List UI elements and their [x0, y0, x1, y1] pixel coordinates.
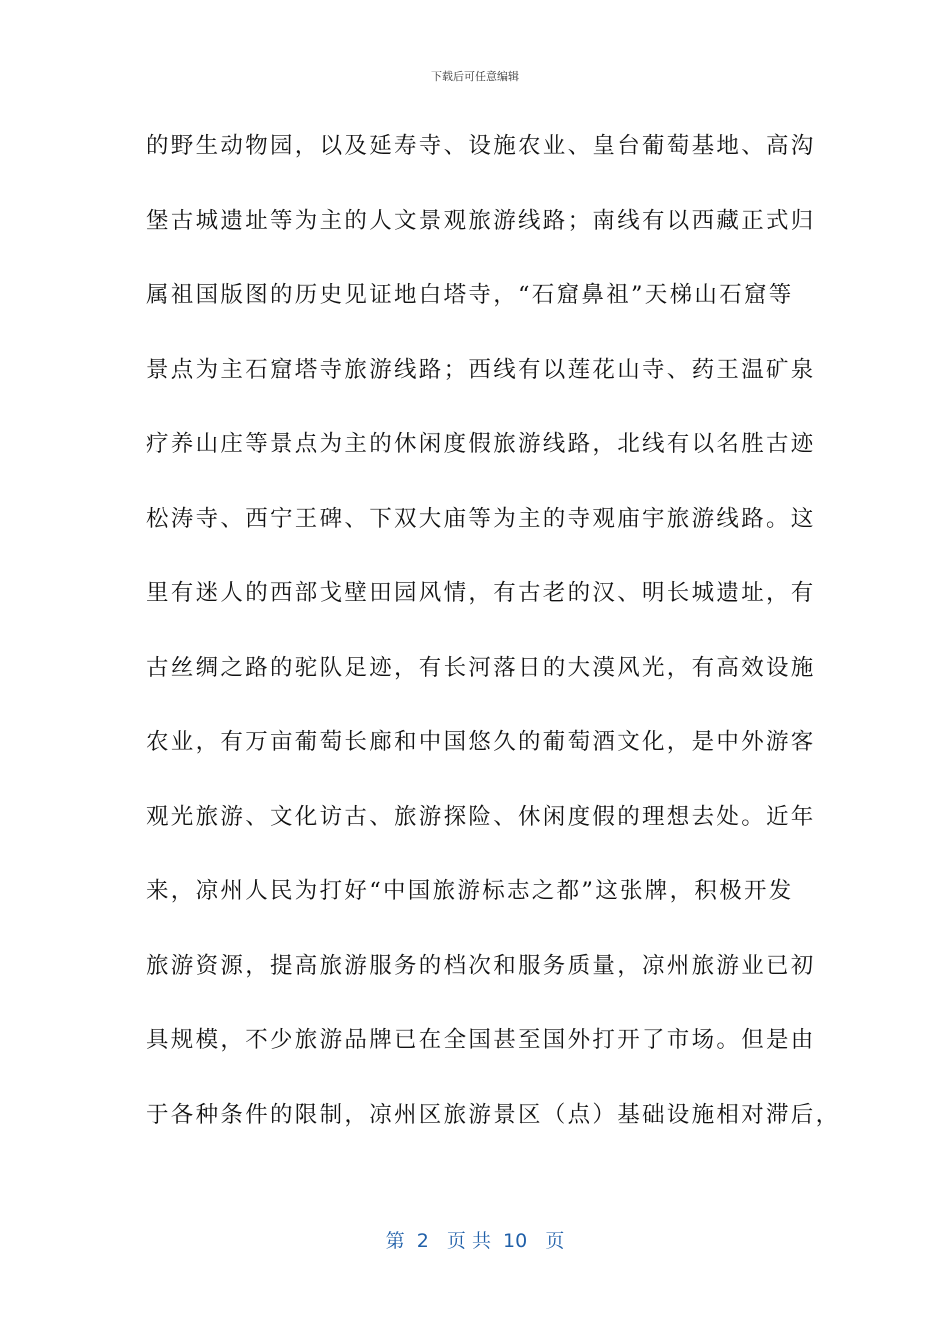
- text-line: 农业，有万亩葡萄长廊和中国悠久的葡萄酒文化，是中外游客: [146, 729, 816, 755]
- text-line: 景点为主石窟塔寺旅游线路；西线有以莲花山寺、药王温矿泉: [146, 356, 816, 383]
- text-line: 里有迷人的西部戈壁田园风情，有古老的汉、明长城遗址，有: [146, 580, 816, 606]
- text-line: 古丝绸之路的驼队足迹，有长河落日的大漠风光，有高效设施: [146, 654, 816, 681]
- page-footer: 第 2 页 共 10 页: [385, 1230, 565, 1252]
- text-line: 具规模，不少旅游品牌已在全国甚至国外打开了市场。但是由: [146, 1027, 816, 1053]
- text-line: 的野生动物园，以及延寿寺、设施农业、皇台葡萄基地、高沟: [146, 133, 816, 159]
- text-line: 观光旅游、文化访古、旅游探险、休闲度假的理想去处。近年: [146, 803, 816, 830]
- text-line: 来，凉州人民为打好“中国旅游标志之都”这张牌，积极开发: [146, 878, 794, 904]
- text-line: 疗养山庄等景点为主的休闲度假旅游线路，北线有以名胜古迹: [146, 431, 816, 457]
- body-text: [146, 124, 841, 1167]
- text-line: 属祖国版图的历史见证地白塔寺，“石窟鼻祖”天梯山石窟等: [146, 282, 794, 308]
- text-line: 旅游资源，提高旅游服务的档次和服务质量，凉州旅游业已初: [146, 952, 816, 979]
- text-line: 松涛寺、西宁王碑、下双大庙等为主的寺观庙宇旅游线路。这: [146, 505, 816, 532]
- text-line: 堡古城遗址等为主的人文景观旅游线路；南线有以西藏正式归: [146, 207, 816, 234]
- page-header: 下载后可任意编辑: [431, 70, 519, 83]
- text-line: 于各种条件的限制，凉州区旅游景区（点）基础设施相对滞后，: [146, 1101, 841, 1128]
